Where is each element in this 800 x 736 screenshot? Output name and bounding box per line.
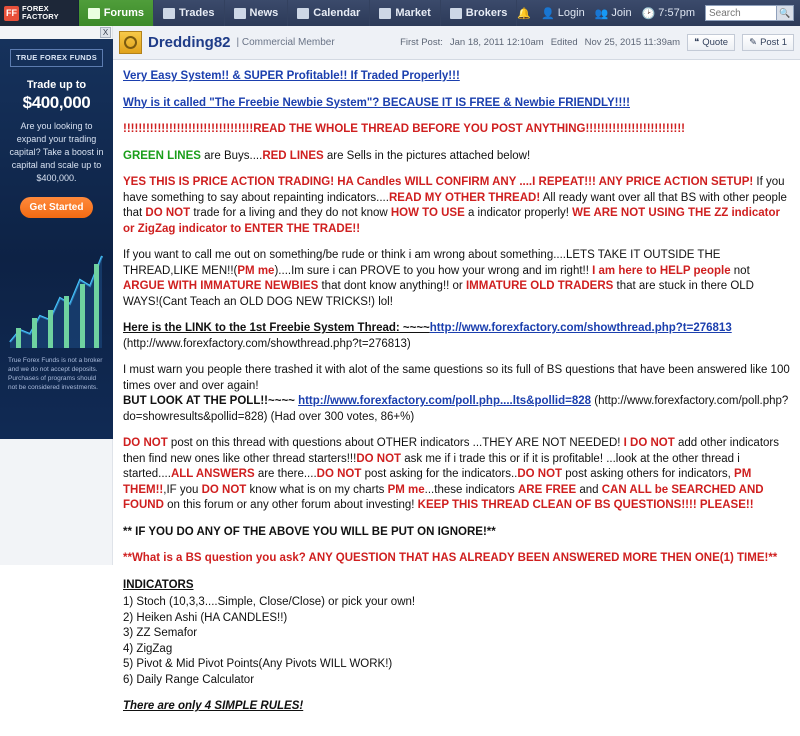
post-line-5-c: READ MY OTHER THREAD! <box>388 191 541 204</box>
post-line-5-i: WE ARE NOT USING THE ZZ indicator or ZigZag indicator to ENTER THE TRADE!! <box>123 207 781 235</box>
post-line-6 <box>123 248 790 310</box>
post-author-title: | Commercial Member <box>236 37 335 48</box>
post-line-9-b: post on this thread with questions about OTHER indicators ...THEY ARE NOT NEEDED! <box>167 437 624 449</box>
current-time: 7:57pm <box>658 7 695 19</box>
post-line-9-e: DO NOT <box>356 452 402 465</box>
list-item: 5) Pivot & Mid Pivot Points(Any Pivots WILL WORK!) <box>123 658 393 670</box>
poll-link[interactable]: http://www.forexfactory.com/poll.php....lts&pollid=828 <box>298 395 592 407</box>
join-link[interactable] <box>595 7 632 20</box>
post-line-5-d: All ready want over all that BS with other people that <box>123 191 787 219</box>
login-label: Login <box>557 7 585 19</box>
ad-headline: Trade up to <box>26 79 87 91</box>
post-line-9-s: ARE FREE <box>518 483 577 496</box>
post-line-2-text[interactable]: Why is it called "The Freebie Newbie System"? BECAUSE IT IS FREE & Newbie FRIENDLY!!!! <box>123 96 630 109</box>
calendar-icon <box>297 8 309 19</box>
post-line-11: **What is a BS question you ask? ANY QUESTION THAT HAS ALREADY BEEN ANSWERED MORE THEN ONE(1) TIME!** <box>123 552 778 564</box>
post-line-5-b: If you have something to say about repainting indicators.... <box>123 176 785 204</box>
page-body <box>0 26 800 712</box>
post-number-label: Post 1 <box>760 37 787 48</box>
post-line-5 <box>123 175 790 237</box>
close-icon[interactable]: X <box>100 27 111 38</box>
post-author-username[interactable]: Dredding82 <box>148 34 231 51</box>
post-line-9-j: post asking for the indicators.. <box>361 468 518 480</box>
poll-votes: (Had over 300 votes, 86+%) <box>267 410 415 423</box>
post-line-9-i: DO NOT <box>316 468 362 480</box>
thread-link-raw-url: (http://www.forexfactory.com/showthread.php?t=276813) <box>123 337 411 350</box>
advertisement-banner[interactable] <box>0 39 113 439</box>
ad-chart-svg <box>6 230 107 350</box>
post-line-6-i: that are stuck in there OLD WAYS!(Cant Teach an OLD DOG NEW TRICKS!) lol! <box>123 280 754 308</box>
bell-icon[interactable]: 🔔 <box>517 7 532 20</box>
post-line-9-m: PM THEM!! <box>123 468 752 496</box>
nav-item-trades-label: Trades <box>179 7 215 19</box>
post-line-9-q: PM me <box>387 483 425 496</box>
post-line-5-a: YES THIS IS PRICE ACTION TRADING! HA Candles WILL CONFIRM ANY ....I REPEAT!!! ANY PRICE ACTION SETUP! <box>123 176 754 188</box>
post-line-1 <box>123 69 790 85</box>
join-icon: 👥 <box>594 7 609 20</box>
post-header-meta <box>400 34 794 51</box>
nav-item-brokers-label: Brokers <box>465 7 508 19</box>
post-line-9 <box>123 436 790 514</box>
post-line-9-f: ask me if i trade this or if it is profitable! ...look at the other thread i started.... <box>123 452 740 480</box>
list-item: 2) Heiken Ashi (HA CANDLES!!) <box>123 611 288 624</box>
list-item: 6) Daily Range Calculator <box>123 673 255 686</box>
post-line-5-f: trade for a living and they do not know <box>190 207 391 219</box>
list-item: 3) ZZ Semafor <box>123 627 198 639</box>
ad-body-text: Are you looking to expand your trading capital? Take a boost in capital and scale up to $400,000. <box>9 121 104 183</box>
post-line-9-a: DO NOT <box>123 437 168 449</box>
post-line-6-c: )....Im sure i can PROVE to you how your wrong and im right!! <box>274 264 593 277</box>
post-line-9-k: DO NOT <box>517 468 563 480</box>
post-line-6-a: If you want to call me out on something/be rude or think i am wrong about something....LETS TAKE IT OUTSIDE THE THREAD,LIKE MEN!!( <box>123 249 721 277</box>
post-line-4-mid: are Buys.... <box>200 149 263 162</box>
post-line-5-g: HOW TO USE <box>390 207 465 219</box>
post-line-9-v: on this forum or any other forum about investing! <box>163 499 418 511</box>
post-line-4 <box>123 149 790 165</box>
post-line-4-end: are Sells in the pictures attached below! <box>323 149 531 162</box>
top-navigation-bar <box>0 0 800 26</box>
logo-text-line2: FACTORY <box>22 12 59 21</box>
edited-value: Nov 25, 2015 11:39am <box>584 37 681 48</box>
post-line-7 <box>123 321 790 352</box>
post-line-6-b: PM me <box>237 264 275 277</box>
post-line-6-g: that dont know anything!! or <box>318 280 466 292</box>
ad-amount: $400,000 <box>22 93 91 112</box>
post-line-9-d: add other indicators then find new ones like other thread starters!!! <box>123 437 779 465</box>
login-icon: 👤 <box>541 7 555 20</box>
ad-disclaimer: True Forex Funds is not a broker and we do not accept deposits. Purchases of programs should not be considered investments. <box>8 357 103 391</box>
forum-post-panel <box>113 26 800 712</box>
post-line-9-n: ,IF you <box>163 483 202 496</box>
nav-item-news[interactable] <box>225 0 289 26</box>
nav-item-forums-label: Forums <box>103 7 145 19</box>
post-content <box>113 60 800 736</box>
site-logo[interactable] <box>0 0 79 26</box>
post-line-9-t: and <box>576 483 602 496</box>
news-icon <box>234 8 246 19</box>
nav-item-calendar-label: Calendar <box>313 7 361 19</box>
ad-brand-logo: TRUE FOREX FUNDS <box>10 49 103 67</box>
brokers-icon <box>450 8 462 19</box>
post-line-9-o: DO NOT <box>201 483 247 496</box>
post-line-9-l: post asking others for indicators, <box>562 468 735 480</box>
red-lines-label: RED LINES <box>262 149 324 162</box>
ad-chart-graphic <box>6 230 107 350</box>
post-number-button[interactable] <box>742 34 794 51</box>
clock-display[interactable] <box>642 7 695 20</box>
logo-text-line1: FOREX <box>22 4 49 13</box>
market-icon <box>379 8 391 19</box>
post-line-8 <box>123 363 790 425</box>
list-item: 4) ZigZag <box>123 642 173 655</box>
post-line-9-g: ALL ANSWERS <box>170 468 255 480</box>
post-line-9-p: know what is on my charts <box>246 483 388 496</box>
thread-link[interactable]: http://www.forexfactory.com/showthread.php?t=276813 <box>429 322 732 334</box>
rules-title: There are only 4 SIMPLE RULES! <box>123 700 304 712</box>
nav-item-calendar[interactable] <box>288 0 370 26</box>
post-line-9-c: I DO NOT <box>623 437 675 449</box>
logo-mark: FF <box>4 6 19 21</box>
post-line-10: ** IF YOU DO ANY OF THE ABOVE YOU WILL BE PUT ON IGNORE!** <box>123 525 496 538</box>
quote-icon: ❝ <box>694 37 700 48</box>
sidebar-advertisement-column <box>0 26 113 565</box>
indicator-list <box>123 595 790 688</box>
post-line-6-h: IMMATURE OLD TRADERS <box>465 280 614 292</box>
list-item: 1) Stoch (10,3,3....Simple, Close/Close) or pick your own! <box>123 596 416 608</box>
join-label: Join <box>611 7 632 19</box>
post-line-8-a: I must warn you people there trashed it with alot of the same questions so its full of BS questions that have been answered like 100 times over and over again! <box>123 364 790 392</box>
green-lines-label: GREEN LINES <box>123 149 201 162</box>
post-line-9-r: ...these indicators <box>424 483 518 496</box>
search-icon[interactable]: 🔍 <box>777 5 794 21</box>
search-box <box>705 5 794 21</box>
post-line-3: !!!!!!!!!!!!!!!!!!!!!!!!!!!!!!!!!!READ THE WHOLE THREAD BEFORE YOU POST ANYTHING!!!!!!!!!!!!!!!!!!!!!!!!!! <box>123 123 686 135</box>
quote-button[interactable] <box>687 34 735 51</box>
post-line-2 <box>123 96 790 112</box>
nav-item-news-label: News <box>249 7 279 19</box>
first-post-label: First Post: <box>400 37 443 48</box>
chat-icon <box>88 8 100 19</box>
avatar[interactable] <box>119 31 142 54</box>
first-post-value: Jan 18, 2011 12:10am <box>449 37 544 48</box>
poll-intro: BUT LOOK AT THE POLL!!~~~~ <box>123 395 299 407</box>
chart-icon <box>163 8 175 19</box>
post-line-1-text[interactable]: Very Easy System!! & SUPER Profitable!! If Traded Properly!!! <box>123 70 460 82</box>
post-line-6-f: ARGUE WITH IMMATURE NEWBIES <box>123 280 319 292</box>
clock-icon: 🕑 <box>641 7 656 20</box>
nav-item-forums[interactable] <box>79 0 154 26</box>
edited-label: Edited <box>550 37 578 48</box>
nav-item-market-label: Market <box>395 7 431 19</box>
post-line-5-e: DO NOT <box>145 207 191 219</box>
indicators-title: INDICATORS <box>123 578 194 591</box>
poll-raw-url: (http://www.forexfactory.com/poll.php?do=showresults&pollid=828) <box>123 395 789 423</box>
thread-link-intro: Here is the LINK to the 1st Freebie System Thread: ~~~~ <box>123 322 430 334</box>
post-line-9-h: are there.... <box>254 468 317 480</box>
nav-right-group <box>517 0 800 26</box>
post-line-9-w: KEEP THIS THREAD CLEAN OF BS QUESTIONS!!!! PLEASE!! <box>417 499 754 511</box>
nav-item-market[interactable] <box>370 0 440 26</box>
post-line-9-u: CAN ALL be SEARCHED AND FOUND <box>123 483 764 511</box>
nav-item-brokers[interactable] <box>441 0 518 26</box>
login-link[interactable] <box>541 7 585 20</box>
search-input[interactable] <box>705 5 777 21</box>
post-line-6-d: I am here to HELP people <box>592 264 731 277</box>
post-line-6-e: not <box>730 264 750 277</box>
post-line-5-h: a indicator properly! <box>464 207 573 219</box>
post-header <box>113 26 800 60</box>
nav-item-trades[interactable] <box>154 0 224 26</box>
quote-button-label: Quote <box>702 37 729 48</box>
post-icon: ✎ <box>749 37 758 48</box>
ad-cta-button[interactable]: Get Started <box>20 197 94 218</box>
